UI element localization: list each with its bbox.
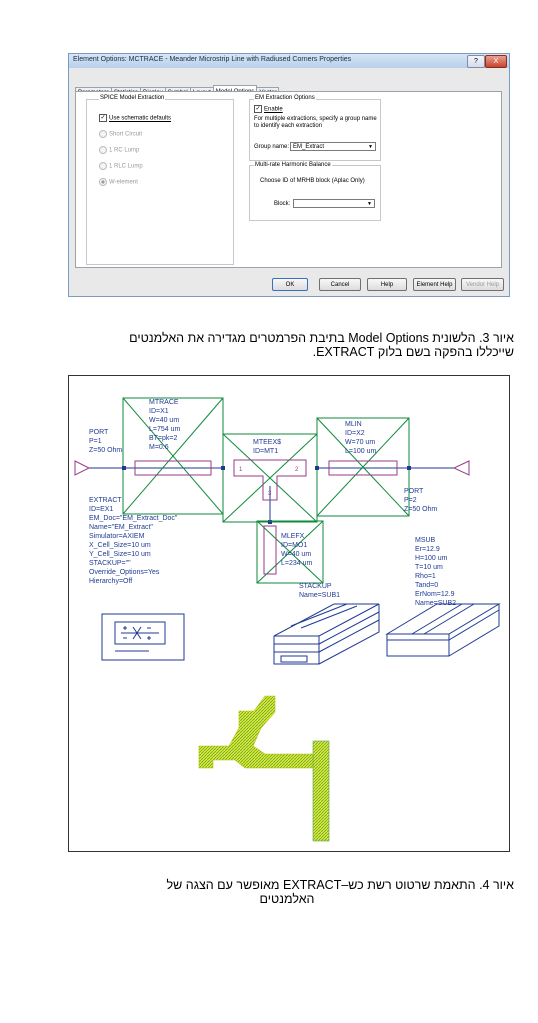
em-description: For multiple extractions, specify a group name to identify each extraction [254,116,377,129]
mrhb-description: Choose ID of MRHB block (Aplac Only) [260,178,365,184]
mtrace-label-1: ID=X1 [149,408,169,415]
schematic-canvas [69,376,509,851]
port1-symbol [75,461,89,475]
element-help-button[interactable]: Element Help [413,278,456,291]
mlefx-label-1: ID=MO1 [281,542,308,549]
ok-button[interactable]: OK [272,278,308,291]
mlefx-label-0: MLEFX [281,533,305,540]
spice-group-title: SPICE Model Extraction [100,95,165,101]
msub-label-6: ErNom=12.9 [415,591,455,598]
model-options-panel [75,91,502,268]
radio-icon [99,162,107,170]
extract-label-2: EM_Doc="EM_Extract_Doc" [89,515,178,522]
extract-label-0: EXTRACT [89,497,122,504]
dialog-titlebar [69,54,509,68]
msub-label-0: MSUB [415,537,436,544]
stackup-3d-icon [274,604,379,664]
mtrace-label-3: L=754 um [149,426,181,433]
extract-label-7: STACKUP="" [89,560,131,567]
radio-1-rc-lump[interactable]: 1 RC Lump [99,146,139,154]
mlin-label-2: W=70 um [345,439,376,446]
pin-3-label: 3 [268,491,272,497]
radio-icon [99,146,107,154]
mteex-label-1: ID=MT1 [253,448,279,455]
mtrace-label-0: MTRACE [149,399,179,406]
enable-checkbox[interactable]: ✓ Enable [255,106,283,113]
msub-label-7: Name=SUB2 [415,600,457,607]
mlin-label-0: MLIN [345,421,362,428]
mrhb-group [249,162,381,221]
group-name-label: Group name: [254,144,290,150]
help-title-button[interactable]: ? [467,55,485,68]
mtrace-element [123,398,223,514]
figure4-caption-line2: האלמנטים [259,892,315,906]
stackup-label-0: STACKUP [299,583,332,590]
mtrace-label-4: BT=pk=2 [149,435,178,442]
dialog-title: Element Options: MCTRACE - Meander Microstrip Line with Radiused Corners Properties [73,56,352,63]
extract-symbol-icon [102,614,184,660]
block-label: Block: [274,201,291,207]
checkmark-icon: ✓ [255,106,261,112]
extract-label-8: Override_Options=Yes [89,569,160,576]
mtrace-label-2: W=40 um [149,417,180,424]
em-extraction-group [249,95,381,161]
group-name-combo[interactable]: EM_Extract ▼ [290,142,376,151]
pin-2-label: 2 [295,467,299,473]
mteex-label-0: MTEEX$ [253,439,282,446]
extract-label-4: Simulator=AXIEM [89,533,145,540]
figure3-caption [60,331,514,359]
extract-label-6: Y_Cell_Size=10 um [89,551,151,558]
figure4-caption-line1: איור 4. התאמת שרטוט רשת כש–EXTRACT מאופשר עם הצגה של [166,878,514,892]
msub-label-2: H=100 um [415,555,448,562]
mlin-label-3: L=100 um [345,448,377,455]
stackup-label-1: Name=SUB1 [299,592,341,599]
radio-1-rlc-lump[interactable]: 1 RLC Lump [99,162,143,170]
close-title-button[interactable]: X [485,55,507,68]
cancel-button[interactable]: Cancel [319,278,361,291]
port1-label-1: P=1 [89,438,102,445]
extract-label-5: X_Cell_Size=10 um [89,542,151,549]
help-button[interactable]: Help [367,278,407,291]
mtrace-label-5: M=0.6 [149,444,169,451]
figure4-caption [60,878,514,906]
extract-label-9: Hierarchy=Off [89,578,133,585]
port1-label-0: PORT [89,429,109,436]
use-schematic-defaults-checkbox[interactable]: ✓ Use schematic defaults [100,115,172,122]
mlefx-label-3: L=234 um [281,560,313,567]
pin-1-label: 1 [239,467,243,473]
tab-strip [75,80,278,91]
msub-label-3: T=10 um [415,564,443,571]
port1-label-2: Z=50 Ohm [89,447,123,454]
extract-label-3: Name="EM_Extract" [89,524,153,531]
dropdown-arrow-icon: ▼ [367,201,372,207]
extract-label-1: ID=EX1 [89,506,114,513]
element-options-dialog [68,53,510,297]
block-combo[interactable] [293,199,375,208]
radio-icon [99,130,107,138]
extract-block-text [89,497,178,585]
msub-3d-icon [387,604,499,656]
mlin-label-1: ID=X2 [345,430,365,437]
radio-short-circuit[interactable]: Short Circuit [99,130,142,138]
port2-label-1: P=2 [404,497,417,504]
msub-label-5: Tand=0 [415,582,439,589]
port2-label-0: PORT [404,488,424,495]
msub-label-4: Rho=1 [415,573,436,580]
layout-preview [199,696,329,841]
em-group-title: EM Extraction Options [255,95,315,101]
mlefx-label-2: W=40 um [281,551,312,558]
vendor-help-button[interactable]: Vendor Help [461,278,504,291]
checkmark-icon: ✓ [100,115,106,121]
port2-label-2: Z=50 Ohm [404,506,438,513]
radio-selected-icon [99,178,107,186]
dropdown-arrow-icon: ▼ [368,144,373,150]
figure3-caption-line2: שייכללו בהפקה בשם בלוק EXTRACT. [312,345,514,359]
port2-symbol [454,461,469,475]
mrhb-group-title: Multi-rate Harmonic Balance [255,162,331,168]
figure3-caption-line1: איור 3. הלשונית Model Options בתיבת הפרמטרים מגדירה את האלמנטים [129,331,514,345]
radio-w-element[interactable]: W-element [99,178,138,186]
spice-extraction-group [86,95,234,265]
msub-label-1: Er=12.9 [415,546,440,553]
schematic-figure [68,375,510,852]
